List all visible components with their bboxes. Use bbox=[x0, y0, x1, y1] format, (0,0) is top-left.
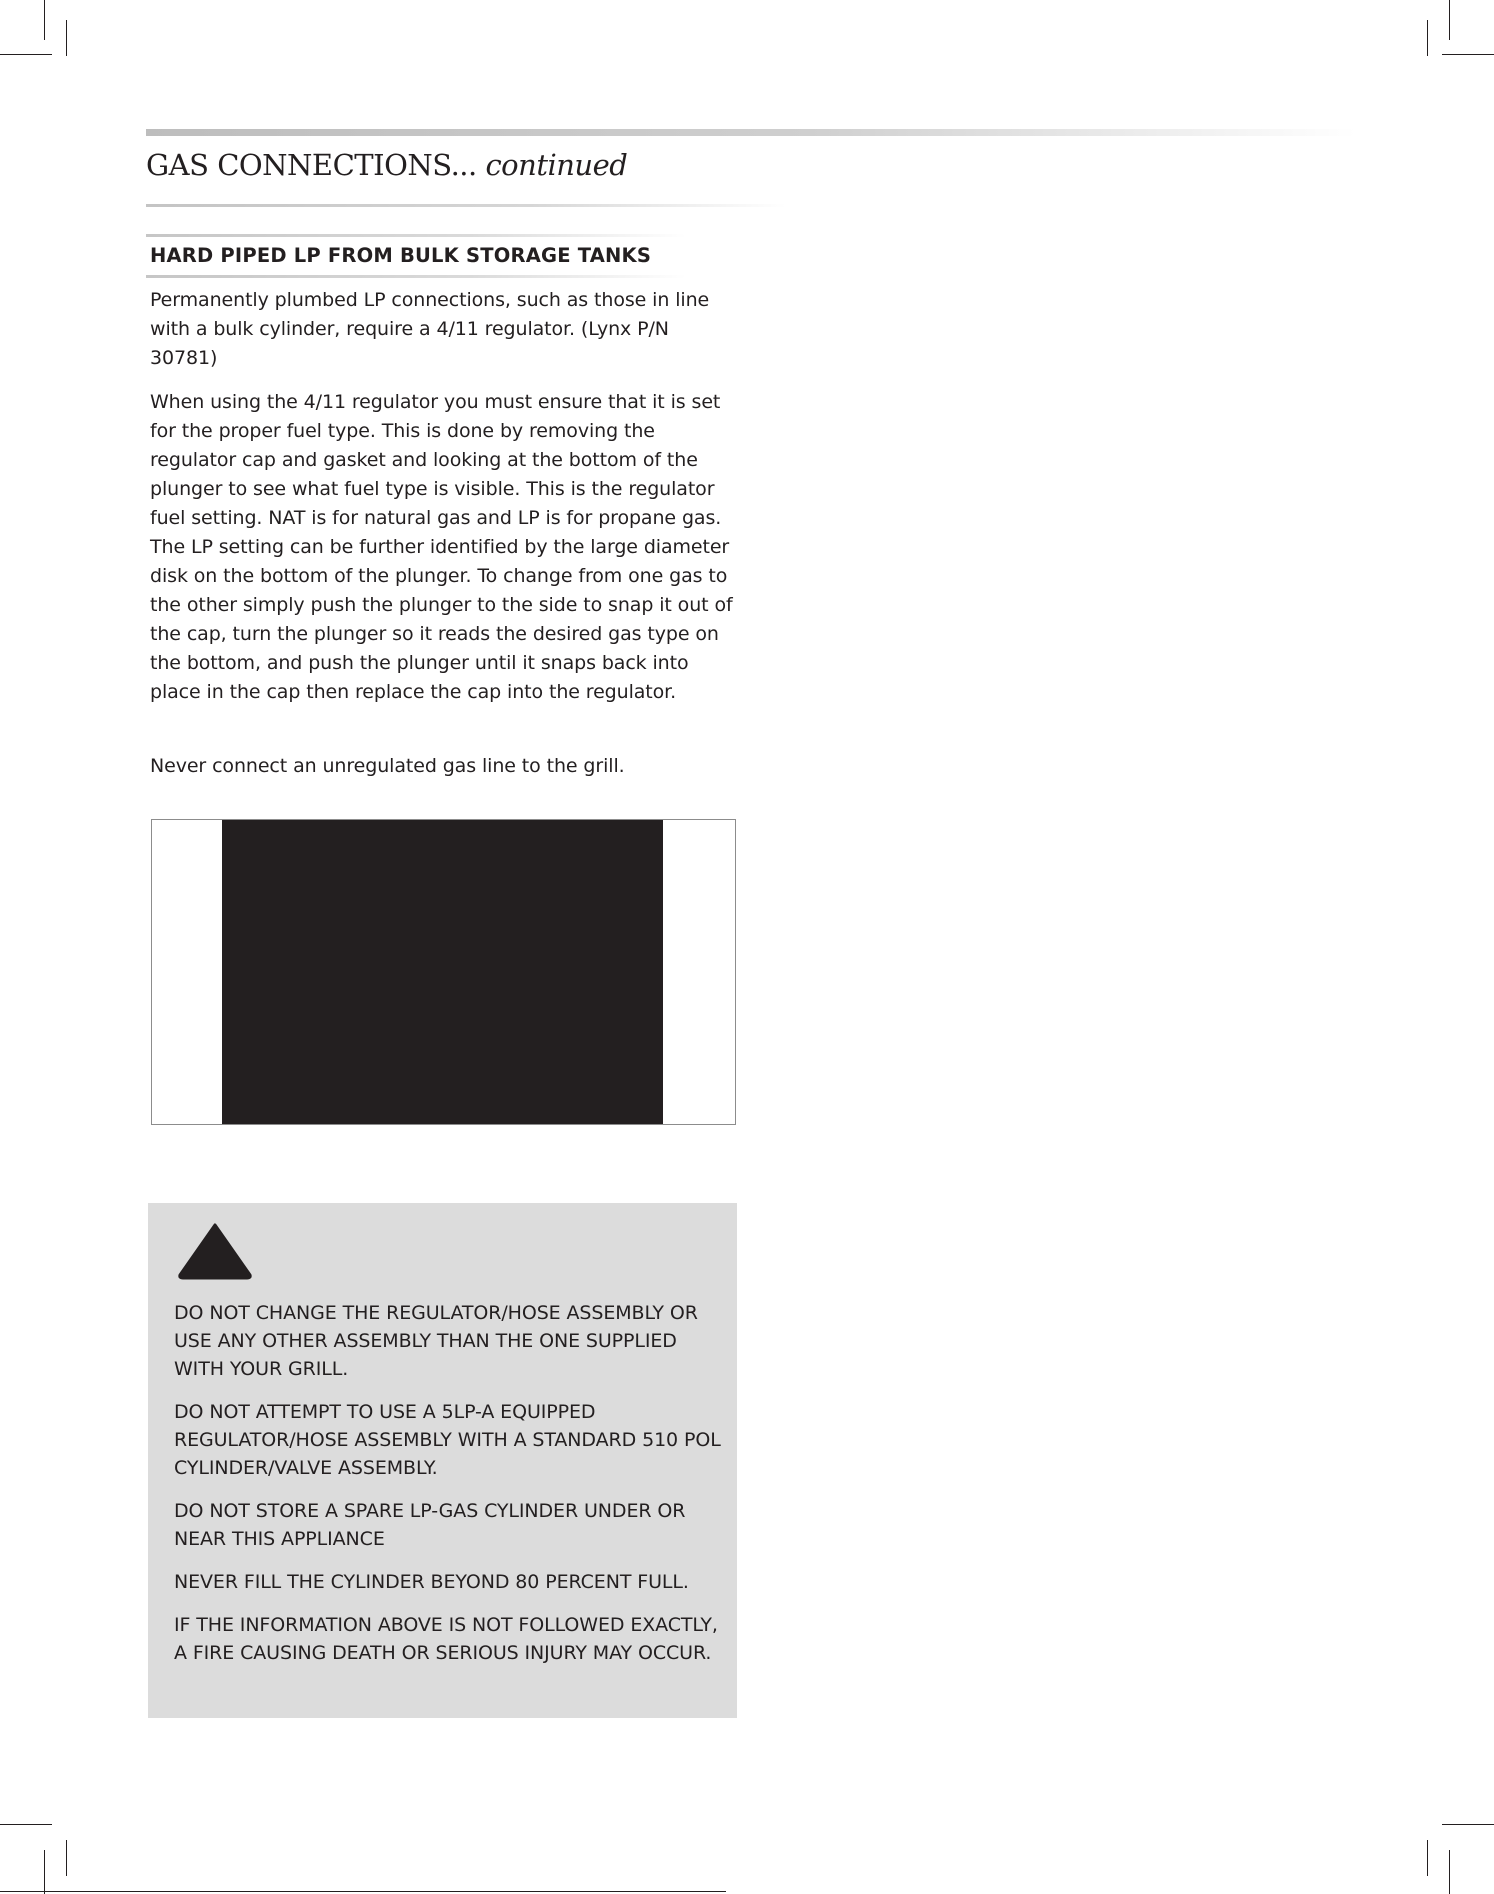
figure-frame bbox=[151, 819, 736, 1125]
regulator-figure-image bbox=[222, 820, 663, 1124]
crop-mark bbox=[44, 1850, 45, 1894]
warning-item: IF THE INFORMATION ABOVE IS NOT FOLLOWED EXACTLY, A FIRE CAUSING DEATH OR SERIOUS INJURY MAY OCCUR. bbox=[174, 1614, 718, 1664]
warning-item: NEVER FILL THE CYLINDER BEYOND 80 PERCENT FULL. bbox=[174, 1571, 689, 1593]
paragraph-regulator-setup: When using the 4/11 regulator you must ensure that it is set for the proper fuel type. This is done by removing the regulator cap and gasket and looking at the bottom of the plunger to see what fuel type is visible. This is the regulator fuel setting. NAT is for natural gas and LP is for propane gas. The LP setting can be further identified by the large diameter disk on the bottom of the plunger. To change from one gas to the other simply push the plunger to the side to snap it out of the cap, turn the plunger so it reads the desired gas type on the bottom, and push the plunger until it snaps back into place in the cap then replace the cap into the regulator. bbox=[150, 391, 733, 703]
warning-item: DO NOT CHANGE THE REGULATOR/HOSE ASSEMBLY OR USE ANY OTHER ASSEMBLY THAN THE ONE SUPPLIED WITH YOUR GRILL. bbox=[174, 1302, 698, 1380]
page-title-text: GAS CONNECTIONS bbox=[146, 148, 451, 182]
warning-item: DO NOT STORE A SPARE LP-GAS CYLINDER UNDER OR NEAR THIS APPLIANCE bbox=[174, 1500, 686, 1550]
page-title bbox=[146, 148, 627, 182]
crop-mark bbox=[1427, 20, 1428, 56]
crop-mark bbox=[66, 20, 67, 56]
page-title-continued: continued bbox=[485, 148, 628, 182]
crop-mark bbox=[0, 1824, 52, 1825]
header-rule bbox=[146, 129, 1356, 136]
warning-list bbox=[174, 1299, 729, 1682]
section-rule-bottom bbox=[146, 275, 686, 278]
crop-mark bbox=[44, 0, 45, 40]
warning-box bbox=[148, 1203, 737, 1718]
crop-mark bbox=[1449, 0, 1450, 40]
crop-mark bbox=[66, 1840, 67, 1876]
crop-mark bbox=[0, 54, 52, 55]
crop-mark bbox=[1442, 54, 1494, 55]
crop-mark bbox=[1449, 1850, 1450, 1894]
title-rule bbox=[146, 204, 786, 207]
crop-mark bbox=[0, 1891, 726, 1892]
section-heading: HARD PIPED LP FROM BULK STORAGE TANKS bbox=[150, 244, 652, 267]
warning-triangle-icon bbox=[176, 1221, 254, 1281]
paragraph-unregulated-warning: Never connect an unregulated gas line to the grill. bbox=[150, 755, 625, 777]
warning-item: DO NOT ATTEMPT TO USE A 5LP-A EQUIPPED REGULATOR/HOSE ASSEMBLY WITH A STANDARD 510 POL CYLINDER/VALVE ASSEMBLY. bbox=[174, 1401, 721, 1479]
crop-mark bbox=[1442, 1824, 1494, 1825]
crop-mark bbox=[1427, 1840, 1428, 1876]
paragraph-regulator-requirement: Permanently plumbed LP connections, such as those in line with a bulk cylinder, require a 4/11 regulator. (Lynx P/N 30781) bbox=[150, 289, 710, 369]
page-title-ellipsis: ... bbox=[450, 148, 477, 182]
section-rule-top bbox=[146, 234, 686, 237]
